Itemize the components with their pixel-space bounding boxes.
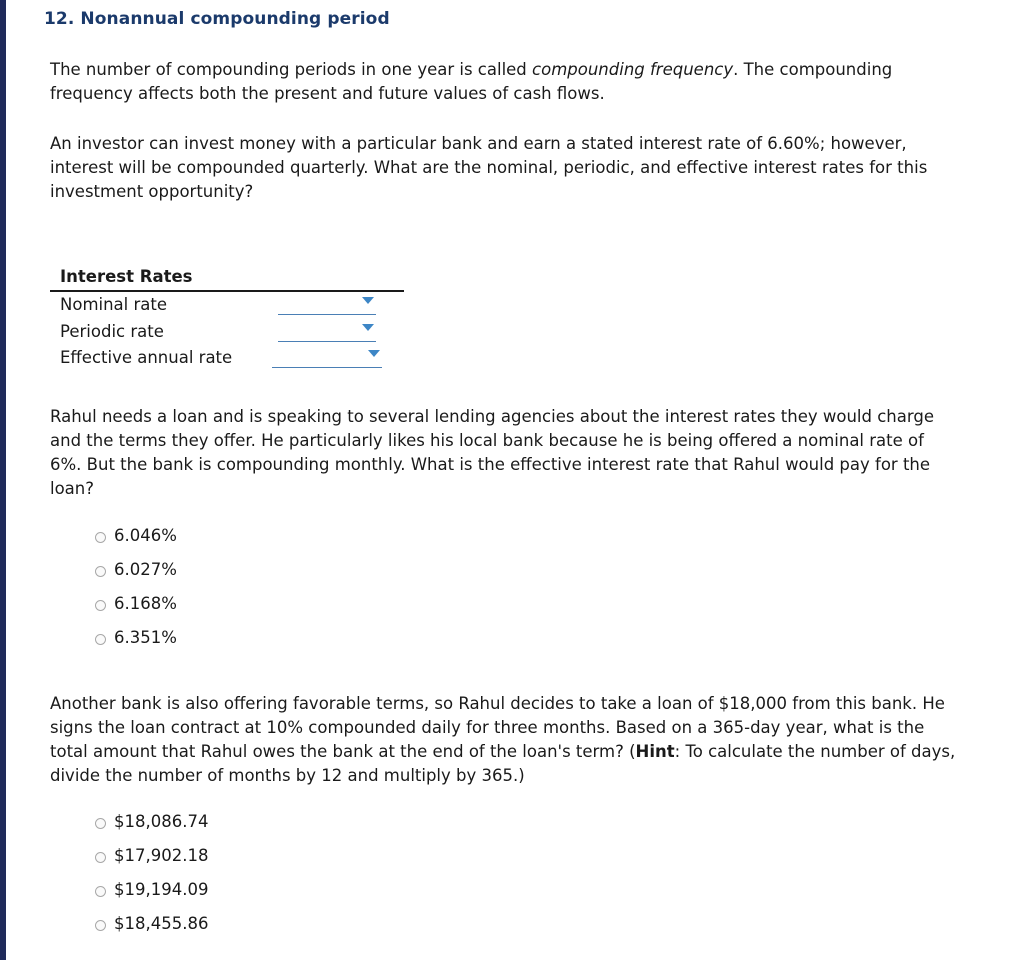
periodic-rate-row (50, 319, 404, 346)
option-label: 6.351% (114, 628, 177, 647)
option-label: $18,086.74 (114, 812, 209, 831)
chevron-down-icon (362, 297, 374, 304)
radio-button[interactable] (95, 532, 106, 543)
effective-rate-label: Effective annual rate (60, 348, 233, 367)
radio-button[interactable] (95, 920, 106, 931)
option-label: 6.027% (114, 560, 177, 579)
question-3: Another bank is also offering favorable terms, so Rahul decides to take a loan of $18,000 from this bank. He signs the loan contract at 10% compounded daily for three months. Based on a 365-day year, what is the total amount that Rahul owes the bank at the end of the loan's term? (Hint: To calculate the number of days, divide the number of months by 12 and multiply by 365.) (50, 694, 956, 785)
nominal-rate-label: Nominal rate (60, 295, 168, 314)
option-label: 6.046% (114, 526, 177, 545)
question-1: An investor can invest money with a particular bank and earn a stated interest rate of 6.60%; however, interest will be compounded quarterly. What are the nominal, periodic, and effective interest rates for this investment opportunity? (50, 134, 928, 201)
radio-button[interactable] (95, 852, 106, 863)
radio-button[interactable] (95, 886, 106, 897)
nominal-rate-dropdown[interactable] (278, 292, 376, 315)
left-accent-bar (0, 0, 6, 960)
compounding-frequency-term: compounding frequency (532, 60, 734, 79)
option-label: $18,455.86 (114, 914, 209, 933)
effective-rate-dropdown[interactable] (272, 345, 382, 368)
option-label: $17,902.18 (114, 846, 209, 865)
intro-paragraph: The number of compounding periods in one year is called compounding frequency. The compounding frequency affects both the present and future values of cash flows. (50, 60, 893, 103)
periodic-rate-label: Periodic rate (60, 321, 164, 341)
periodic-rate-dropdown[interactable] (278, 319, 376, 342)
radio-button[interactable] (95, 600, 106, 611)
hint-label: Hint (635, 742, 675, 761)
nominal-rate-row (50, 292, 404, 319)
chevron-down-icon (368, 350, 380, 357)
page-title: 12. Nonannual compounding period (44, 9, 390, 29)
radio-button[interactable] (95, 566, 106, 577)
radio-button[interactable] (95, 818, 106, 829)
option-label: $19,194.09 (114, 880, 209, 899)
option-label: 6.168% (114, 594, 177, 613)
effective-rate-row (50, 345, 404, 372)
question-2: Rahul needs a loan and is speaking to several lending agencies about the interest rates they would charge and the terms they offer. He particularly likes his local bank because he is being offered a nominal rate of 6%. But the bank is compounding monthly. What is the effective interest rate that Rahul would pay for the loan? (50, 407, 934, 498)
radio-button[interactable] (95, 634, 106, 645)
interest-rates-header: Interest Rates (50, 264, 404, 292)
chevron-down-icon (362, 324, 374, 331)
interest-rates-table (50, 264, 404, 372)
